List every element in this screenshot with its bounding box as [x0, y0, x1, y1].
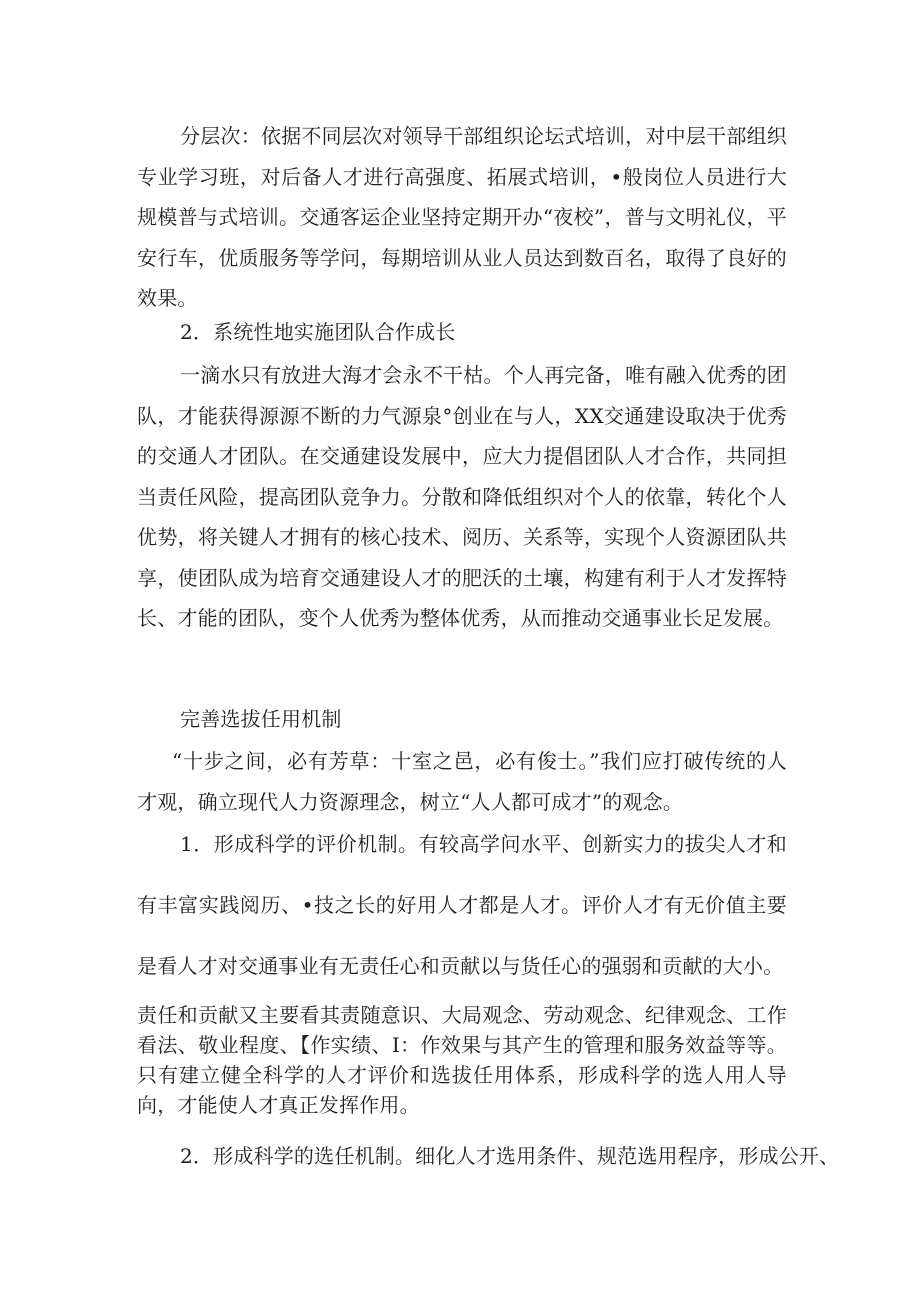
paragraph-talent-concept: “十步之间，必有芳草：十室之邑，必有俊士。”我们应打破传统的人才观，确立现代人力资源理念，树立“人人都可成才”的观念。	[137, 749, 787, 814]
paragraph-team-cooperation: 一滴水只有放进大海才会永不干枯。个人再完备，唯有融入优秀的团队，才能获得源源不断的力气源泉°创业在与人，XX交通建设取决于优秀的交通人才团队。在交通建设发展中，应大力提倡团队人才合作，共同担当责任风险，提高团队竞争力。分散和降低组织对个人的依靠，转化个人优势，将关键人才拥有的核心技术、阅历、关系等，实现个人资源团队共享，使团队成为培育交通建设人才的肥沃的土壤，构建有利于人才发挥特长、才能的团队，变个人优秀为整体优秀，从而推动交通事业长足发展。	[137, 363, 787, 630]
heading-selection-mechanism: 完善选拔任用机制	[180, 707, 342, 731]
paragraph-layered-training: 分层次：依据不同层次对领导干部组织论坛式培训，对中层干部组织专业学习班，对后备人才进行高强度、拓展式培训，•般岗位人员进行大规模普与式培训。交通客运企业坚持定期开办“夜校”，普与文明礼仪，平安行车，优质服务等学问，每期培训从业人员达到数百名，取得了良好的效果。	[137, 124, 787, 310]
paragraph-responsibility-contribution: 责任和贡献又主要看其责随意识、大局观念、劳动观念、纪律观念、工作看法、敬业程度、【作实绩、I：作效果与其产生的管理和服务效益等等。只有建立健全科学的人才评价和选拔任用体系，形成科学的选人用人导向，才能使人才真正发挥作用。	[137, 1003, 787, 1117]
heading-team-cooperation: 2．系统性地实施团队合作成长	[180, 320, 456, 344]
paragraph-selection-mechanism: 2．形成科学的选任机制。细化人才选用条件、规范选用程序，形成公开、	[180, 1144, 840, 1168]
paragraph-evaluation-mechanism: 1．形成科学的评价机制。有较高学问水平、创新实力的拔尖人才和有丰富实践阅历、•技之长的好用人才都是人才。评价人才有无价值主要是看人才对交通事业有无责任心和贡献以与货任心的强弱和贡献的大小。	[137, 832, 787, 978]
